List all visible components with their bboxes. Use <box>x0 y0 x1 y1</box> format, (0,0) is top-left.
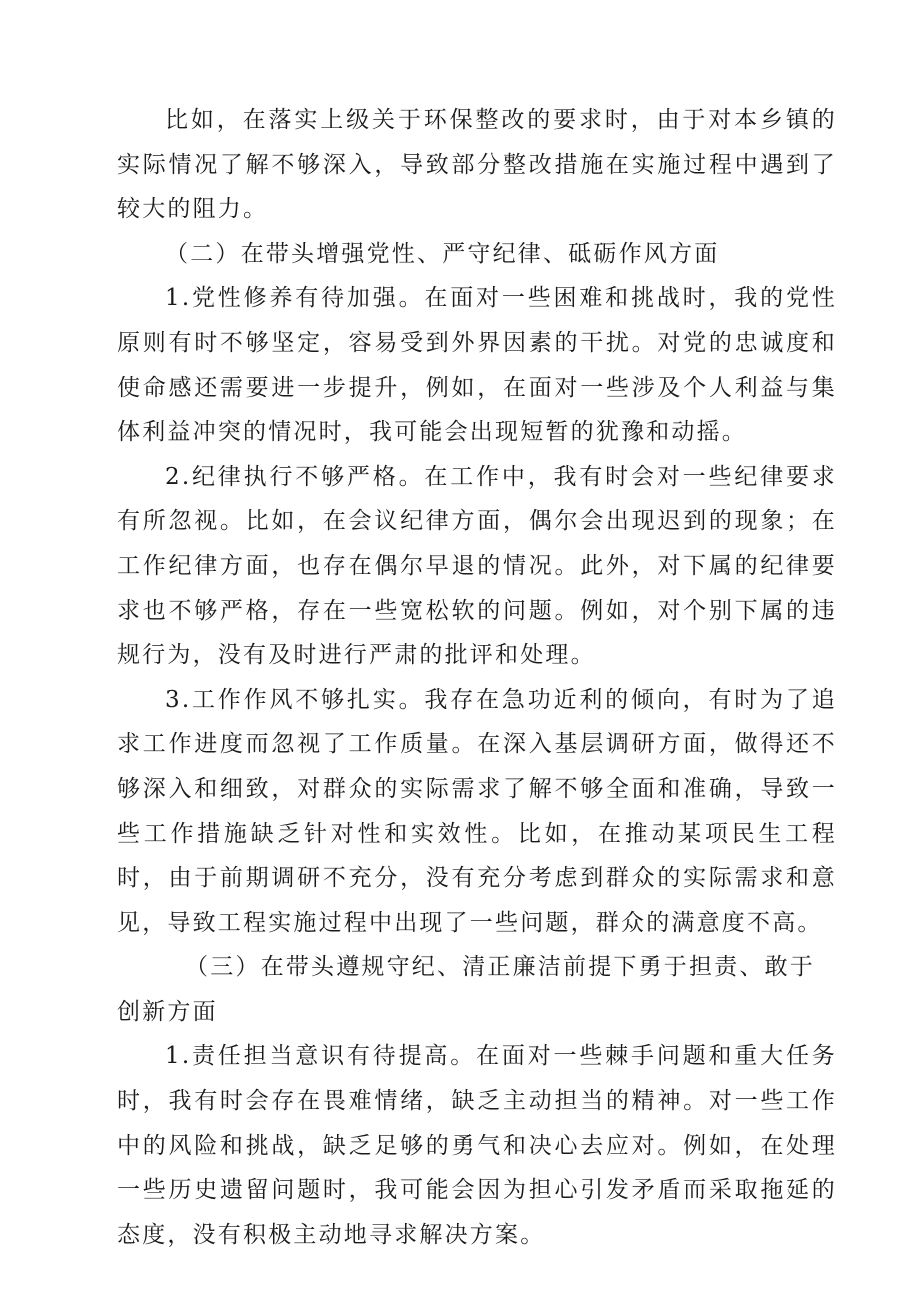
paragraph-work-style: 3.工作作风不够扎实。我存在急功近利的倾向，有时为了追求工作进度而忽视了工作质量。在深入基层调研方面，做得还不够深入和细致，对群众的实际需求了解不够全面和准确，导致一些工作措施缺乏针对性和实效性。比如，在推动某项民生工程时，由于前期调研不充分，没有充分考虑到群众的实际需求和意见，导致工程实施过程中出现了一些问题，群众的满意度不高。 <box>117 686 837 936</box>
paragraph-party-spirit: 1.党性修养有待加强。在面对一些困难和挑战时，我的党性原则有时不够坚定，容易受到外界因素的干扰。对党的忠诚度和使命感还需要进一步提升，例如，在面对一些涉及个人利益与集体利益冲突的情况时，我可能会出现短暂的犹豫和动摇。 <box>117 285 837 446</box>
paragraph-environment-rectification: 比如，在落实上级关于环保整改的要求时，由于对本乡镇的实际情况了解不够深入，导致部分整改措施在实施过程中遇到了较大的阻力。 <box>117 107 837 223</box>
paragraph-responsibility: 1.责任担当意识有待提高。在面对一些棘手问题和重大任务时，我有时会存在畏难情绪，缺乏主动担当的精神。对一些工作中的风险和挑战，缺乏足够的勇气和决心去应对。例如，在处理一些历史遗留问题时，我可能会因为担心引发矛盾而采取拖延的态度，没有积极主动地寻求解决方案。 <box>117 1043 837 1248</box>
section-heading-2: （二）在带头增强党性、严守纪律、砥砺作风方面 <box>165 240 720 267</box>
section-heading-3: （三）在带头遵规守纪、清正廉洁前提下勇于担责、敢于创新方面 <box>117 954 815 1025</box>
document-body <box>117 98 837 1257</box>
paragraph-discipline: 2.纪律执行不够严格。在工作中，我有时会对一些纪律要求有所忽视。比如，在会议纪律方面，偶尔会出现迟到的现象；在工作纪律方面，也存在偶尔早退的情况。此外，对下属的纪律要求也不够严格，存在一些宽松软的问题。例如，对个别下属的违规行为，没有及时进行严肃的批评和处理。 <box>117 463 837 669</box>
